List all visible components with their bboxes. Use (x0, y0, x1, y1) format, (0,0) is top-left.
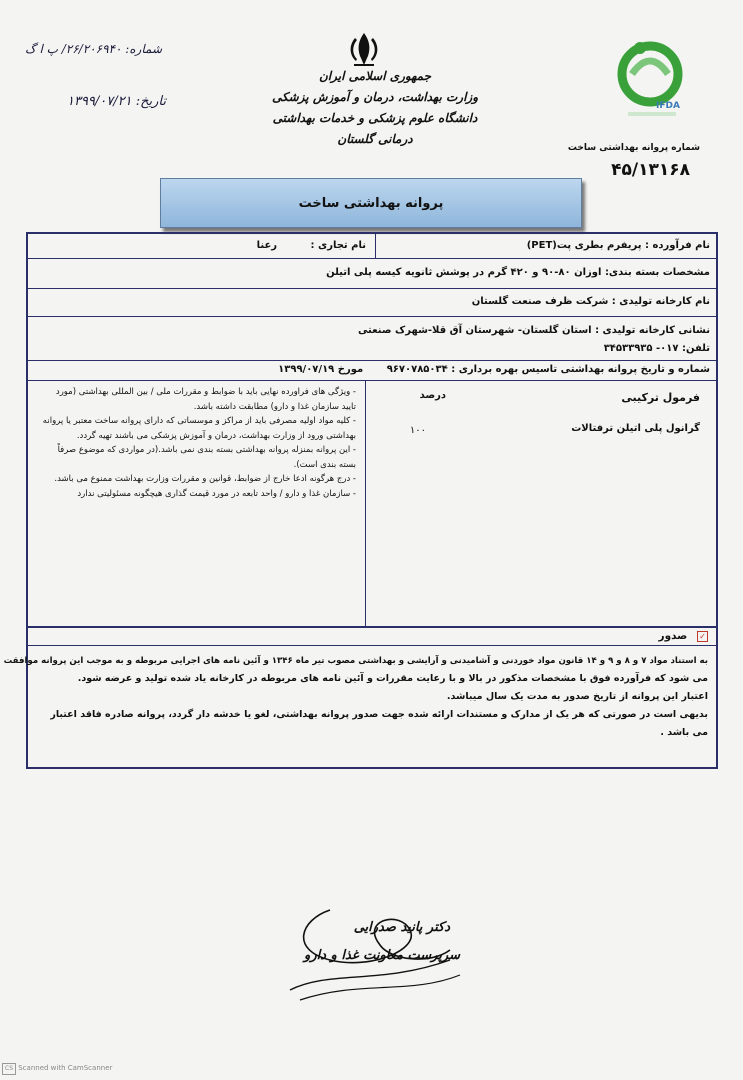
university-name: دانشگاه علوم پزشکی و خدمات بهداشتی درمانی گلستان (272, 111, 478, 146)
factory-phone-field (604, 343, 710, 354)
factory-name-value: شرکت ظرف صنعت گلستان (471, 296, 609, 307)
packaging-value: اوزان ۸۰-۹۰ و ۴۲۰ گرم در پوشش ثانویه کیسه پلی اتیلن (326, 267, 602, 278)
factory-address-field (358, 325, 710, 336)
product-name-label: نام فرآورده : (644, 240, 710, 251)
condition-line: - سازمان غذا و دارو / واحد تابعه در مورد قیمت گذاری هیچگونه مسئولیتی ندارد (77, 488, 356, 499)
condition-line: بهداشتی ورود از وزارت بهداشت، درمان و آموزش پزشکی می باشند تهیه گردد. (76, 430, 356, 441)
issuance-header-row (28, 626, 716, 646)
product-name-field (527, 240, 710, 251)
establishment-label: شماره و تاریخ پروانه بهداشتی تاسیس بهره برداری : (451, 364, 710, 375)
percent-header: درصد (419, 390, 446, 401)
signatory-title: سرپرست معاونت غذا و دارو (304, 948, 460, 963)
brand-value: رعنا (256, 240, 278, 251)
condition-line: - کلیه مواد اولیه مصرفی باید از مراکز و موسساتی که دارای پروانه ساخت معتبر یا پروانه (42, 416, 356, 426)
establishment-field (278, 364, 710, 375)
formula-item-percent: ۱۰۰ (409, 425, 426, 436)
scanner-watermark (2, 1063, 122, 1075)
conditions-list (30, 385, 356, 501)
product-row (28, 234, 716, 259)
packaging-field (326, 267, 710, 278)
ifda-logo-icon (610, 38, 688, 120)
column-divider (365, 381, 366, 626)
ministry-heading (255, 66, 495, 150)
packaging-row (28, 259, 716, 289)
scanner-watermark-text: Scanned with CamScanner (18, 1064, 113, 1072)
factory-phone-value: ۰۱۷- ۳۴۵۳۳۹۳۵ (603, 343, 679, 354)
factory-phone-label: تلفن: (681, 343, 710, 354)
title-banner (160, 178, 582, 228)
factory-name-label: نام کارخانه تولیدی : (611, 296, 710, 307)
condition-line: - ویژگی های فراورده نهایی باید با ضوابط و مقررات ملی / بین المللی بهداشتی (مورد (55, 387, 356, 397)
issuance-checkbox-icon: ✓ (697, 631, 708, 642)
formula-item-name: گرانول پلی اتیلن ترفتالات (571, 423, 700, 434)
ifda-logo-text: IFDA (656, 101, 680, 111)
establishment-date-value: ۱۳۹۹/۰۷/۱۹ (278, 364, 335, 375)
establishment-row (28, 361, 716, 381)
factory-address-label: نشانی کارخانه تولیدی : (595, 325, 710, 336)
iran-emblem-icon (344, 30, 384, 68)
condition-line: - درج هرگونه ادعا خارج از ضوابط، قوانین و مقررات وزارت بهداشت ممنوع می باشد. (54, 474, 356, 484)
issuance-paragraph: می شود که فرآورده فوق با مشخصات مذکور در بالا و با رعایت مقررات و آئین نامه های مربوطه در کارخانه یاد شده تولید و عرضه شود. (77, 673, 708, 684)
product-name-value: پریفرم بطری پت(PET) (526, 240, 642, 251)
issuance-field (659, 630, 708, 642)
formula-section (28, 381, 716, 626)
document-title: پروانه بهداشتی ساخت (298, 195, 444, 211)
packaging-label: مشخصات بسته بندی: (604, 267, 710, 278)
ministry-name: وزارت بهداشت، درمان و آموزش پزشکی (272, 90, 478, 104)
issuance-label: صدور (658, 630, 688, 642)
establishment-date-label: مورخ (337, 364, 364, 375)
factory-address-value: استان گلستان- شهرستان آق قلا-شهرک صنعتی (357, 325, 592, 336)
signature-block (270, 890, 470, 1020)
formula-header: فرمول ترکیبی (621, 391, 700, 404)
issuance-text (3, 652, 708, 742)
letter-date: تاریخ: ۱۳۹۹/۰۷/۲۱ (66, 94, 166, 109)
letter-number: شماره: ۲۶/۲۰۶۹۴۰/ پ ا گ (24, 42, 162, 56)
factory-name-field (472, 296, 710, 307)
column-divider (375, 234, 376, 258)
brand-label: نام تجاری : (310, 240, 366, 251)
license-number: ۴۵/۱۳۱۶۸ (611, 160, 690, 180)
establishment-number: ۹۶۷۰۷۸۵۰۳۴ (386, 364, 448, 375)
address-row (28, 317, 716, 361)
country-name: جمهوری اسلامی ایران (318, 69, 432, 83)
signatory-name: دکتر پانید صدرایی (353, 920, 450, 935)
issuance-paragraph: بدیهی است در صورتی که هر یک از مدارک و مستندات ارائه شده جهت صدور پروانه بهداشتی، لغو یا خدشه دار گردد، پروانه صادره فاقد اعتبار می باشد . (50, 709, 708, 738)
condition-line: بسته بندی است). (293, 459, 356, 470)
license-form (3, 232, 718, 769)
issuance-paragraph: به استناد مواد ۷ و ۸ و ۹ و ۱۴ قانون مواد خوردنی و آشامیدنی و آرایشی و بهداشتی مصوب تیر ماه ۱۳۴۶ و آئین نامه های اجرایی مربوطه و به موجب این پروانه موافقت (3, 656, 708, 666)
issuance-paragraph: اعتبار این پروانه از تاریخ صدور به مدت یک سال میباشد. (446, 691, 708, 702)
factory-row (28, 289, 716, 317)
brand-field (257, 240, 366, 251)
condition-line: تایید سازمان غذا و دارو) مطابقت داشته باشد. (193, 401, 356, 412)
license-number-label: شماره پروانه بهداشتی ساخت (567, 143, 700, 153)
camscanner-icon: CS (2, 1063, 16, 1075)
condition-line: - این پروانه بمنزله پروانه بهداشتی بسته بندی نمی باشد.(در مواردی که موضوع صرفاً (57, 445, 356, 455)
